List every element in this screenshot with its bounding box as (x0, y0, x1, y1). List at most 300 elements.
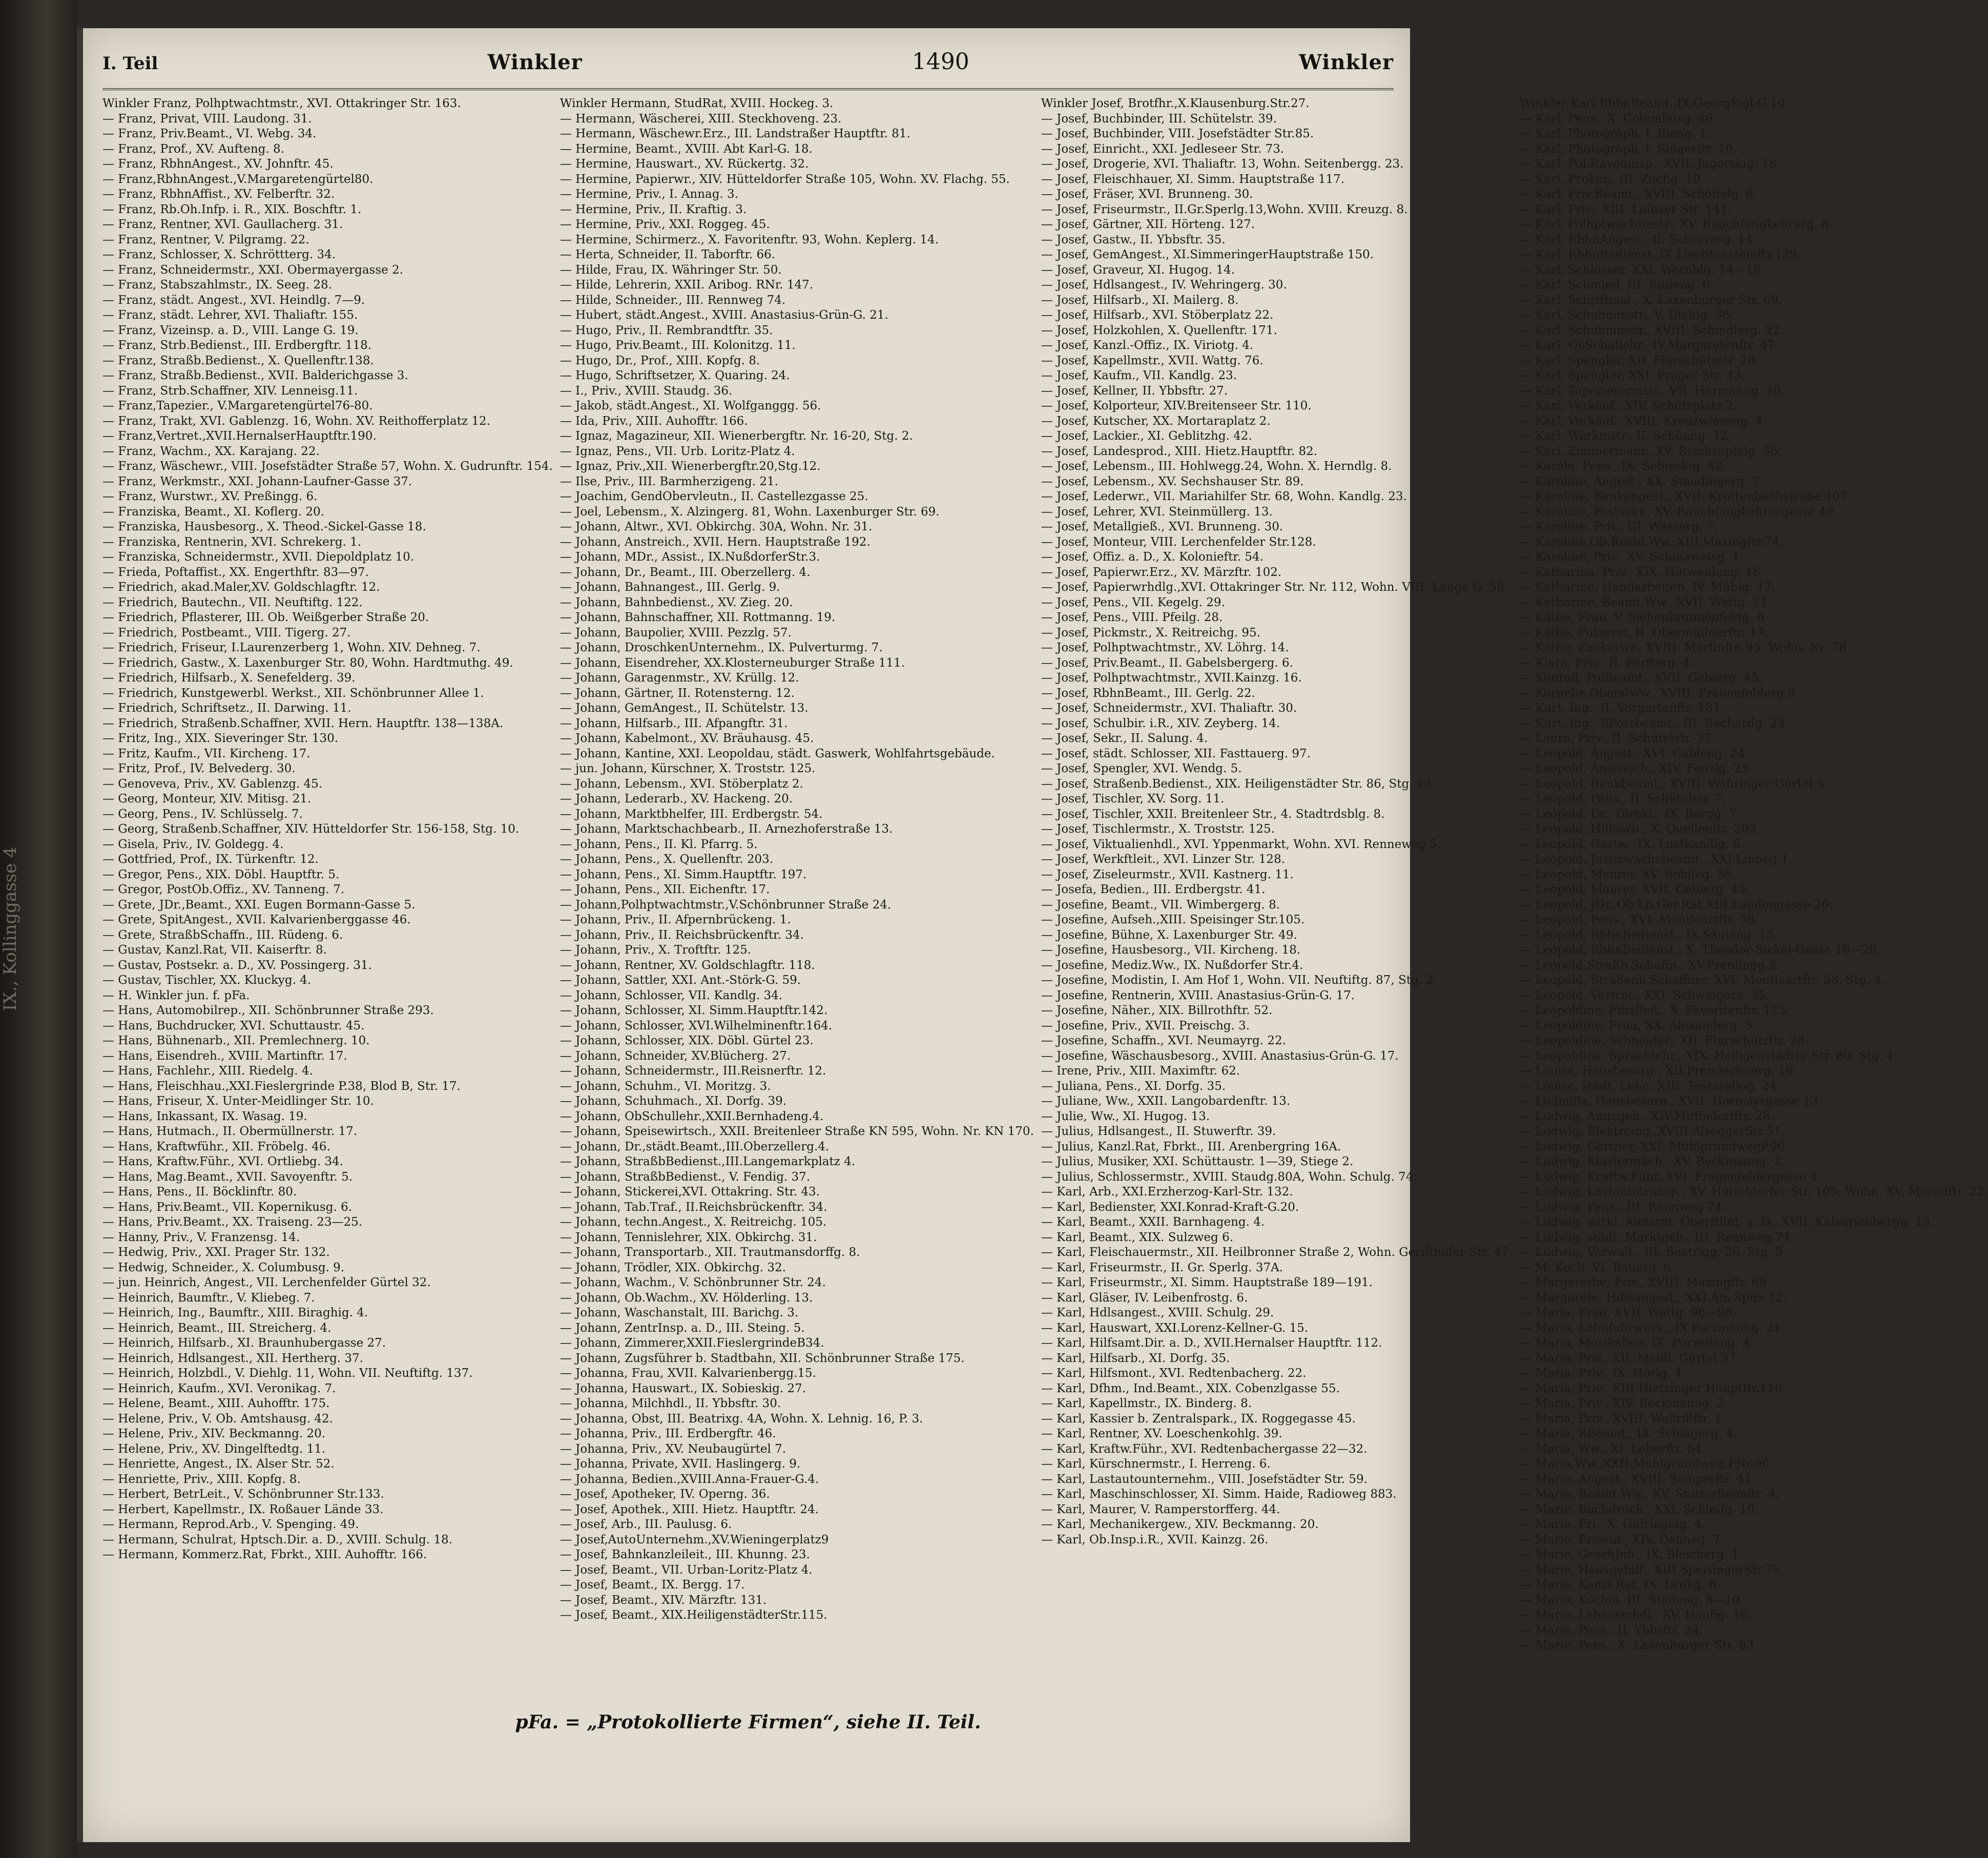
directory-entry: — Leopold, Gastw., IX. Lustkandlg. 6. (1520, 837, 1744, 851)
directory-entry: — Leopold, Justizwachebeamt., XXI.Linnég.1. (1520, 853, 1792, 866)
directory-entry: — Karl, Pol.Rayoninsp., XVII. Jagorskig. 18. (1520, 157, 1780, 171)
directory-entry: — Johann, Kabelmont., XV. Bräuhausg. 45. (560, 732, 814, 745)
directory-entry: — H. Winkler jun. f. pFa. (102, 988, 250, 1002)
directory-entry: — Karl, Hilfsarb., XI. Dorfg. 35. (1041, 1351, 1230, 1365)
directory-entry: — Henriette, Priv., XIII. Kopfg. 8. (102, 1472, 301, 1486)
directory-entry: — Herbert, Kapellmstr., IX. Roßauer Lände 33. (102, 1502, 384, 1516)
directory-entry: — Johann, Gärtner, II. Rotensterng. 12. (560, 686, 795, 700)
directory-entry: — jun. Heinrich, Angest., VII. Lerchenfelder Gürtel 32. (102, 1276, 431, 1289)
directory-entry: — Johann, MDr., Assist., IX.NußdorferStr.3. (560, 550, 820, 564)
directory-entry: — Karl, Verkäuf., XVIII. Kreuzwieseng. 4. (1520, 414, 1767, 428)
directory-entry: — Herbert, BetrLeit., V. Schönbrunner Str.133. (102, 1488, 384, 1501)
directory-entry: — Hermine, Priv., XXI. Roggeg. 45. (560, 218, 770, 231)
directory-entry: — Franz, Werkmstr., XXI. Johann-Laufner-Gasse 37. (102, 474, 412, 488)
directory-entry: — Josef, Fleischhauer, XI. Simm. Hauptstraße 117. (1041, 172, 1345, 186)
directory-entry: — Josef, Monteur, VIII. Lerchenfelder Str.128. (1041, 535, 1316, 549)
directory-entry: — Johanna, Private, XVII. Haslingerg. 9. (560, 1457, 801, 1471)
directory-entry: — Genoveva, Priv., XV. Gablenzg. 45. (102, 777, 323, 791)
directory-entry: — Johanna, Bedien.,XVIII.Anna-Frauer-G.4. (560, 1472, 819, 1486)
directory-entry: — Friedrich, Hilfsarb., X. Senefelderg. 39. (102, 671, 356, 685)
directory-entry: — Karl, Beamt., XXII. Barnhageng. 4. (1041, 1215, 1265, 1229)
directory-entry: — Ludwig, Pens., III. Rennweg 74. (1520, 1200, 1726, 1214)
directory-entry: — Karl, Schmied, III. Rüdeng. 6. (1520, 278, 1714, 292)
directory-entry: — Hedwig, Schneider., X. Columbusg. 9. (102, 1261, 345, 1274)
directory-entry: — Josef, Bahnkanzleileit., III. Khunng. 23. (560, 1548, 810, 1561)
directory-entry: — Johann, Schlosser, XI. Simm.Hauptftr.142. (560, 1004, 828, 1017)
directory-entry: — Johann, Altwr., XVI. Obkirchg. 30A, Wohn. Nr. 31. (560, 520, 873, 533)
directory-entry: — Hugo, Dr., Prof., XIII. Kopfg. 8. (560, 354, 760, 367)
directory-entry: — Karl, RbhnAngest., II. Scherzerg. 14. (1520, 233, 1757, 246)
directory-entry: — Marie, Frl., X. Gufriegelg. 4. (1520, 1518, 1706, 1531)
header-rule (102, 88, 1394, 90)
directory-entry: — Herta, Schneider, II. Taborftr. 66. (560, 248, 776, 261)
directory-entry: — Josef, Lebensm., XV. Sechshauser Str. 89. (1041, 474, 1304, 488)
directory-entry: — Johann, Schlosser, XVI.Wilhelminenftr.164. (560, 1019, 833, 1033)
directory-entry: — Josef, Priv.Beamt., II. Gabelsbergerg. 6. (1041, 656, 1293, 670)
directory-entry: — Leopold, Maurer, XV. Robileg. 56. (1520, 868, 1736, 881)
directory-entry: — Johann, Eisendreher, XX.Klosterneuburger Straße 111. (560, 656, 905, 670)
directory-entry: — Franz, Priv.Beamt., VI. Webg. 34. (102, 127, 317, 140)
directory-entry: — Johann, GemAngest., II. Schütelstr. 13. (560, 701, 809, 715)
directory-entry: — Josef, Einricht., XXI. Jedleseer Str. 73. (1041, 142, 1285, 156)
directory-entry: — Marie, Kanzl.Rat, IX. Leukg. 6. (1520, 1578, 1721, 1592)
directory-entry: — Hans, Friseur, X. Unter-Meidlinger Str. 10. (102, 1095, 374, 1108)
directory-entry: — Friedrich, akad.Maler,XV. Goldschlagftr. 12. (102, 581, 380, 594)
directory-entry: — Hilde, Schneider., III. Rennweg 74. (560, 293, 786, 307)
directory-entry: — Leopold, Hilfsarb., X. Quellenftr. 203. (1520, 822, 1760, 836)
directory-entry: — Josef, Papierwr.Erz., XV. Märzftr. 102. (1041, 565, 1282, 579)
directory-entry: — Josef, Kaufm., VII. Kandlg. 23. (1041, 369, 1237, 382)
directory-entry: — Marie, Hausgehilf., XIII.SpeisingerStr.75. (1520, 1563, 1784, 1577)
directory-entry: — Ludwig, Lastautotransp., XV. Hütteldorfer Str. 105. Wohn. XV. Meiselftr. 22. (1520, 1185, 1988, 1199)
directory-entry: — Karl, Schriftmal., X. Laxenburger Str. 69. (1520, 293, 1782, 307)
directory-entry: — Karl, Schuhmmstr., XVIII. Schindlerg. 22. (1520, 323, 1784, 337)
directory-entry: — Johann, Zimmerer,XXII.FieslergrindeB34. (560, 1336, 824, 1350)
directory-entry: — Friedrich, Kunstgewerbl. Werkst., XII. Schönbrunner Allee 1. (102, 686, 484, 700)
directory-entry: — Johann, Sattler, XXI. Ant.-Störk-G. 59. (560, 974, 801, 987)
directory-entry: — Hans, Inkassant, IX. Wasag. 19. (102, 1109, 307, 1123)
directory-entry: — Franz, Wachm., XX. Karajang. 22. (102, 444, 320, 458)
directory-entry: — Karl, Photograph, I. Ilieng. 1. (1520, 127, 1711, 140)
directory-entry: — Johann, StraßbBedienst.,III.Langemarkplatz 4. (560, 1155, 856, 1168)
directory-entry: — Marie, Beamt.Ww., XV. Stutterheimftr. 4. (1520, 1488, 1779, 1501)
directory-entry: — Fritz, Prof., IV. Belvederg. 30. (102, 762, 296, 775)
directory-entry: — Josef, Graveur, XI. Hugog. 14. (1041, 263, 1235, 277)
directory-entry: — Ignaz, Priv.,XII. Wienerbergftr.20,Stg.12. (560, 460, 821, 473)
directory-entry: — Juliana, Pens., XI. Dorfg. 35. (1041, 1079, 1226, 1093)
directory-entry: — Franz, Rentner, V. Pilgramg. 22. (102, 233, 309, 246)
directory-entry: — Johanna, Frau, XVII. Kalvarienbergg.15. (560, 1367, 816, 1380)
surname-left: Winkler (487, 50, 583, 74)
directory-entry: — Ludmilla, Hausbesorg., XVII. Hormayrgasse 13. (1520, 1095, 1822, 1108)
directory-entry: — Johann, Kantine, XXI. Leopoldau, städt. Gaswerk, Wohlfahrtsgebäude. (560, 747, 995, 760)
directory-entry: — Julie, Ww., XI. Hugog. 13. (1041, 1109, 1210, 1123)
directory-entry: Winkler Karl,RbhnBeamt.,IX.GeorgSigl-G.10 (1520, 97, 1786, 110)
directory-entry: — Hermann, Wäscherei, XIII. Steckhoveng. 23. (560, 112, 842, 126)
directory-entry: — Maria, RBeamt., IX. Schlagerg. 4. (1520, 1427, 1737, 1440)
directory-entry: — Marie, Pens., II. Ybbsftr. 24. (1520, 1623, 1703, 1637)
directory-entry: — Johann, Rentner, XV. Goldschlagftr. 118. (560, 958, 815, 972)
directory-entry: — Josef, Lebensm., III. Hohlwegg.24, Wohn. X. Herndlg. 8. (1041, 460, 1392, 473)
directory-entry: — Franz, Stabszahlmstr., IX. Seeg. 28. (102, 278, 333, 292)
directory-entry: — Karl, Arb., XXI.Erzherzog-Karl-Str. 132. (1041, 1185, 1293, 1199)
directory-entry: — Karl, Hilfsamt.Dir. a. D., XVII.Hernalser Hauptftr. 112. (1041, 1336, 1382, 1350)
directory-entry: — Johann, Lebensm., XVI. Stöberplatz 2. (560, 777, 803, 791)
directory-entry: — Karl, Kapellmstr., IX. Binderg. 8. (1041, 1397, 1252, 1410)
directory-entry: — Ignaz, Magazineur, XII. Wienerbergftr. Nr. 16-20, Stg. 2. (560, 429, 913, 443)
directory-entry: — Josefine, Mediz.Ww., IX. Nußdorfer Str.4. (1041, 958, 1303, 972)
directory-entry: — Johann, Stickerei,XVI. Ottakring. Str. 43. (560, 1185, 820, 1199)
directory-entry: — Leopold, Vertret., XXI. Schwaigera. 35. (1520, 988, 1770, 1002)
directory-entry: — Josef, Apotheker, IV. Operng. 36. (560, 1488, 770, 1501)
directory-entry: — Josef, Kutscher, XX. Mortaraplatz 2. (1041, 414, 1271, 428)
directory-entry: — Joachim, GendObervleutn., II. Castellezgasse 25. (560, 490, 868, 503)
directory-entry: — Ida, Priv., XIII. Auhofftr. 166. (560, 414, 748, 428)
directory-entry: — Karoline, Priv., III. Wasserg. 7. (1520, 520, 1718, 533)
directory-entry: — Franz, Trakt, XVI. Gablenzg. 16, Wohn. XV. Reithofferplatz 12. (102, 414, 490, 428)
directory-entry: — Josef, Kanzl.-Offiz., IX. Viriotg. 4. (1041, 339, 1254, 352)
directory-entry: — Ignaz, Pens., VII. Urb. Loritz-Platz 4. (560, 444, 795, 458)
directory-entry: — Marie, Friseur., XIV. Dehneg. 7. (1520, 1533, 1724, 1546)
directory-entry: — Hermann, Wäschewr.Erz., III. Landstraßer Hauptftr. 81. (560, 127, 910, 140)
directory-entry: — Karl, Gläser, IV. Leibenfrostg. 6. (1041, 1291, 1248, 1305)
directory-entry: — Josefine, Näher., XIX. Billrothftr. 52. (1041, 1004, 1273, 1017)
directory-entry: — Maria, Musikalien, IX. Porzellang. 4. (1520, 1336, 1754, 1350)
directory-entry: — Käthe, Frau, V. Siebenbrunnenfeldg. 6. (1520, 611, 1768, 624)
directory-entry: — Klara, Priv., II. Förfterg. 4. (1520, 656, 1694, 670)
directory-entry: — Josef, Hdlsangest., IV. Wehringerg. 30. (1041, 278, 1287, 292)
directory-entry: — Josef, Schneidermstr., XVI. Thaliaftr. 30. (1041, 701, 1297, 715)
directory-entry: — Hans, Hutmach., II. Obermüllnerstr. 17. (102, 1125, 358, 1138)
directory-entry: — Johanna, Priv., XV. Neubaugürtel 7. (560, 1442, 786, 1456)
directory-entry: — Leopold, Bankbeamt., XVIII. Währinger Gürtel 5. (1520, 777, 1828, 791)
directory-entry: — Maria, Ww., XI. Leberftr. 64. (1520, 1442, 1706, 1456)
directory-entry: — Katharine, Handarbeiten, IV. Mühlg. 17. (1520, 581, 1776, 594)
directory-entry: — Josef, Lehrer, XVI. Steinmüllerg. 13. (1041, 505, 1273, 519)
directory-entry: — Josef, Beamt., VII. Urban-Loritz-Platz 4. (560, 1563, 813, 1577)
directory-entry: — Fritz, Ing., XIX. Sieveringer Str. 130. (102, 732, 339, 745)
directory-entry: — Johann, DroschkenUnternehm., IX. Pulverturmg. 7. (560, 641, 883, 654)
directory-entry: — Hugo, Priv., II. Rembrandtftr. 35. (560, 323, 773, 337)
directory-entry: — Josefine, Bühne, X. Laxenburger Str. 49. (1041, 928, 1297, 942)
directory-entry: — Johann, Tab.Traf., II.Reichsbrückenftr. 34. (560, 1200, 827, 1214)
directory-entry: — Josef, Tischler, XXII. Breitenleer Str., 4. Stadtrdsblg. 8. (1041, 807, 1385, 821)
directory-entry: — Karl, Hilfsmont., XVI. Redtenbacherg. 22. (1041, 1367, 1307, 1380)
directory-entry: — Josef, Werkftleit., XVI. Linzer Str. 128. (1041, 853, 1286, 866)
spine-text: IX., Kollinggasse 4 (0, 847, 20, 1011)
directory-entry: — Karoline, Angest., XX. Staudingerg. 7. (1520, 474, 1764, 488)
directory-entry: — Kurt, Ing., II. Vorgartenftr. 181. (1520, 701, 1724, 715)
directory-entry: — Karl, Zimmermann, XV. Reichsapfelg. 36. (1520, 444, 1782, 458)
directory-entry: — Helene, Priv., V. Ob. Amtshausg. 42. (102, 1412, 333, 1426)
directory-entry: — Karl, Ob.Insp.i.R., XVII. Kainzg. 26. (1041, 1533, 1269, 1546)
directory-entry: — Franz,RbhnAngest.,V.Margaretengürtel80. (102, 172, 374, 186)
directory-entry: — Friedrich, Schriftsetz., II. Darwing. 11. (102, 701, 351, 715)
directory-entry: — Josef, Lackier., XI. Geblitzhg. 42. (1041, 429, 1252, 443)
directory-entry: — Karl, Mechanikergew., XIV. Beckmanng. 20. (1041, 1518, 1319, 1531)
directory-entry: — Heinrich, Kaufm., XVI. Veronikag. 7. (102, 1381, 336, 1395)
directory-entry: — Julius, Schlossermstr., XVIII. Staudg.80A, Wohn. Schulg. 74. (1041, 1170, 1417, 1184)
directory-entry: — Johann, techn.Angest., X. Reitreichg. 105. (560, 1215, 827, 1229)
directory-entry: — M. Koch, VI. Bauerg. 6. (1520, 1261, 1675, 1274)
directory-entry: — Konrad, PolBeamt., XVII. Gebierg. 45. (1520, 671, 1763, 685)
directory-entry: — Josef, Gastw., II. Ybbsftr. 35. (1041, 233, 1226, 246)
directory-entry: — Juliane, Ww., XXII. Langobardenftr. 13. (1041, 1095, 1291, 1108)
directory-entry: — Georg, Monteur, XIV. Mitisg. 21. (102, 792, 312, 806)
directory-entry: — Johanna, Milchhdl., II. Ybbsftr. 30. (560, 1397, 781, 1410)
directory-entry: — Leopold, Maurer, XVII. Gebierg. 45. (1520, 883, 1750, 896)
directory-entry: — Karl, Dfhm., Ind.Beamt., XIX. Cobenzlgasse 55. (1041, 1381, 1340, 1395)
directory-entry: — Leopold, RbhnBedienst., X. Theodor-Sickel-Gasse 16—20. (1520, 943, 1881, 957)
directory-entry: — Louise, Hausbesorg., XII.Premlechnerg. 16. (1520, 1064, 1797, 1078)
directory-entry: — Josefine, Rentnerin, XVIII. Anastasius-Grün-G. 17. (1041, 988, 1355, 1002)
directory-entry: — Hans, Fachlehr., XIII. Riedelg. 4. (102, 1064, 313, 1078)
directory-entry: — Karl, Priv., XIII. Lainzer Str. 141. (1520, 202, 1732, 216)
directory-entry: — Friedrich, Straßenb.Schaffner, XVII. Hern. Hauptftr. 138—138A. (102, 716, 504, 730)
directory-entry: — Ludwig, wirkl. Amtsrat, Oberftlint. a. D., XVII. Kalvarienbergg. 15. (1520, 1215, 1934, 1229)
directory-entry: — Josef,AutoUnternehm.,XV.Wieningerplatz9 (560, 1533, 829, 1546)
directory-entry: — Johann, Priv., X. Troftftr. 125. (560, 943, 752, 957)
directory-entry: — Franz, RbhnAffist., XV. Felberftr. 32. (102, 188, 335, 201)
directory-entry: — Karola, Pens., IX. Sobieskig. 42. (1520, 460, 1726, 473)
directory-entry: — Josef, RbhnBeamt., III. Gerlg. 22. (1041, 686, 1255, 700)
directory-entry: — Josef, Schulbir. i.R., XIV. Zeyberg. 14. (1041, 716, 1280, 730)
directory-entry: — Hugo, Schriftsetzer, X. Quaring. 24. (560, 369, 790, 382)
directory-entry: — Franz,Tapezier., V.Margaretengürtel76-80. (102, 399, 373, 412)
directory-entry: — Josefine, Aufseh.,XIII. Speisinger Str.105. (1041, 913, 1305, 926)
directory-entry: — Maria, Priv., XII. Meidl. Gürtel 37. (1520, 1351, 1740, 1365)
directory-entry: — Franz, Wäschewr., VIII. Josefstädter Straße 57, Wohn. X. Gudrunftr. 154. (102, 460, 553, 473)
directory-entry: — Josef, Straßenb.Bedienst., XIX. Heiligenstädter Str. 86, Stg. 13. (1041, 777, 1436, 791)
footer-note: pFa. = „Protokollierte Firmen“, siehe II. Teil. (515, 1711, 981, 1733)
directory-entry: — Josef, Buchbinder, III. Schütelstr. 39. (1041, 112, 1277, 126)
directory-entry: — Maria,Ww.,XXII.Mühlgrundweg,PNr.90. (1520, 1457, 1773, 1471)
directory-entry: — Ludwig, Gärtner, XXI. MühlgrundwegP.90. (1520, 1140, 1789, 1153)
directory-entry: — Karl, Priv.Beamt., XVIII. Schöffelg. 6. (1520, 188, 1757, 201)
directory-entry: — Karl, Schlosser, XXI. Wernblg. 14—18. (1520, 263, 1765, 277)
directory-entry: — Josefine, Schaffn., XVI. Neumayrg. 22. (1041, 1034, 1286, 1047)
directory-entry: — Josef, Sekr., II. Salung. 4. (1041, 732, 1208, 745)
directory-entry: — Josef, Tischlermstr., X. Troststr. 125. (1041, 822, 1275, 836)
directory-entry: — Ludwig, Amtsgeh., XIV.Miffindorfftr. 28. (1520, 1109, 1774, 1123)
directory-entry: — Johann, Ob.Wachm., XV. Hölderling. 13. (560, 1291, 813, 1305)
column-2 (560, 96, 1034, 1710)
directory-entry: — Gustav, Kanzl.Rat, VII. Kaiserftr. 8. (102, 943, 327, 957)
directory-entry: — Karl, Kraftw.Führ., XVI. Redtenbachergasse 22—32. (1041, 1442, 1368, 1456)
directory-entry: — Grete, SpitAngest., XVII. Kalvarienberggasse 46. (102, 913, 411, 926)
directory-entry: — Franz, Rentner, XVI. Gaullacherg. 31. (102, 218, 343, 231)
directory-entry: — Kurt, Ing., RPostbeamt., III. Bechardg. 23. (1520, 716, 1789, 730)
directory-entry: — Johann, Lederarb., XV. Hackeng. 20. (560, 792, 793, 806)
directory-entry: — Karoline,Ob.Revid.Ww.,XIII.Maxingftr.74. (1520, 535, 1784, 549)
directory-entry: — Josef, Pens., VIII. Pfeilg. 28. (1041, 611, 1223, 624)
directory-entry: — Franziska, Beamt., XI. Koflerg. 20. (102, 505, 324, 519)
directory-entry: — Leopold,Straßb.Schaffn., XV.Prenlingg.2. (1520, 958, 1780, 972)
directory-entry: — Leopold, Dr., Direkt., IX. Bergg. 7. (1520, 807, 1741, 821)
column-3 (1041, 96, 1513, 1710)
directory-entry: — Leopoldine, Schneider., XII. Flurschützftr. 28. (1520, 1034, 1809, 1047)
directory-entry: — Johann, Schuhmach., XI. Dorfg. 39. (560, 1095, 787, 1108)
directory-entry: — Josef, Spengler, XVI. Wendg. 5. (1041, 762, 1242, 775)
directory-entry: — Josefa, Bedien., III. Erdbergstr. 41. (1041, 883, 1266, 896)
directory-entry: — Josef, Apothek., XIII. Hietz. Hauptftr. 24. (560, 1502, 819, 1516)
directory-entry: — Johann, Pens., X. Quellenftr. 203. (560, 853, 774, 866)
directory-entry: — Leopold, Angest., XVI. Gableng. 24. (1520, 747, 1749, 760)
directory-entry: — Franz, Strb.Bedienst., III. Erdbergftr. 118. (102, 339, 372, 352)
directory-entry: — Heinrich, Hdlsangest., XII. Hertherg. 37. (102, 1351, 364, 1365)
directory-entry: — Josef, Buchbinder, VIII. Josefstädter Str.85. (1041, 127, 1314, 140)
directory-entry: — Josef, Hilfsarb., XI. Mailerg. 8. (1041, 293, 1239, 307)
directory-entry: — Johann, Zugsführer b. Stadtbahn, XII. Schönbrunner Straße 175. (560, 1351, 965, 1365)
directory-entry: — Franz, RbhnAngest., XV. Johnftr. 45. (102, 157, 334, 171)
directory-entry: — Ludwig, Elektroing.,XVIII.AlseggerStr.51. (1520, 1125, 1785, 1138)
directory-entry: — Hans, Bühnenarb., XII. Premlechnerg. 10. (102, 1034, 370, 1047)
book-spine (0, 0, 77, 1858)
directory-entry: — I., Priv., XVIII. Staudg. 36. (560, 384, 733, 398)
directory-entry: — Karl, Spengler, XXI. Prager Str. 43. (1520, 369, 1745, 382)
directory-entry: — Johann, Hilfsarb., III. Afpangftr. 31. (560, 716, 788, 730)
directory-entry: — Hermine, Schirmerz., X. Favoritenftr. 93, Wohn. Keplerg. 14. (560, 233, 939, 246)
part-label: I. Teil (102, 53, 158, 74)
directory-entry: — Josef, städt. Schlosser, XII. Fasttauerg. 97. (1041, 747, 1311, 760)
directory-entry: — Heinrich, Baumftr., V. Kliebeg. 7. (102, 1291, 315, 1305)
directory-entry: — Leopold, Anstreich., XIV. Fenzlg. 25. (1520, 762, 1752, 775)
directory-entry: — Johann, Anstreich., XVII. Hern. Hauptstraße 192. (560, 535, 871, 549)
directory-entry: — Hanny, Priv., V. Franzensg. 14. (102, 1230, 300, 1244)
directory-entry: — Grete, StraßbSchaffn., III. Rüdeng. 6. (102, 928, 343, 942)
directory-entry: — Josef, Hilfsarb., XVI. Stöberplatz 22. (1041, 308, 1274, 322)
directory-entry: — Hans, Fleischhau.,XXI.Fieslergrinde P.38, Blod B, Str. 17. (102, 1079, 461, 1093)
directory-entry: — Maria, Priv., XIII.Hietzinger Hauptftr.110. (1520, 1381, 1786, 1395)
directory-entry: — Margarete, Hdlsangest., XXI.Am Spitz 12. (1520, 1291, 1787, 1305)
directory-entry: — Franz, Straßb.Bedienst., X. Quellenftr.138. (102, 354, 374, 367)
directory-entry: Winkler Hermann, StudRat, XVIII. Hockeg. 3. (560, 97, 834, 110)
directory-entry: — Irene, Priv., XIII. Maximftr. 62. (1041, 1064, 1240, 1078)
directory-entry: — Johann, Priv., II. Afpernbrückeng. 1. (560, 913, 791, 926)
directory-entry: — Franz,Vertret.,XVII.HernalserHauptftr.190. (102, 429, 377, 443)
directory-entry: — Franz, Schlosser, X. Schröttterg. 34. (102, 248, 336, 261)
directory-entry: — Franziska, Rentnerin, XVI. Schrekerg. 1. (102, 535, 362, 549)
directory-entry: — jun. Johann, Kürschner, X. Troststr. 125. (560, 762, 816, 775)
directory-entry: — Friedrich, Gastw., X. Laxenburger Str. 80, Wohn. Hardtmuthg. 49. (102, 656, 513, 670)
directory-entry: — Leopold, RbhnBedienst., IX.Säuleng. 15. (1520, 928, 1777, 942)
directory-entry: — Josef, Gärtner, XII. Hörteng. 127. (1041, 218, 1255, 231)
directory-entry: — Johann, ObSchullehr.,XXII.Bernhadeng.4. (560, 1109, 824, 1123)
column-4 (1520, 96, 1987, 1710)
directory-entry: — Josefine, Beamt., VII. Wimbergerg. 8. (1041, 898, 1280, 912)
directory-entry: — Karl, Friseurmstr., XI. Simm. Hauptstraße 189—191. (1041, 1276, 1373, 1289)
directory-entry: — Franz, Strb.Schaffner, XIV. Lenneisg.11. (102, 384, 358, 398)
directory-entry: — Johanna, Priv., III. Erdbergftr. 46. (560, 1427, 776, 1440)
directory-entry: — Johanna, Hauswart., IX. Sobieskig. 27. (560, 1381, 806, 1395)
directory-entry: — Johann, Schuhm., VI. Moritzg. 3. (560, 1079, 771, 1093)
directory-entry: — Ludwig, Kraftw.Führ.,XVI. Frauenfeldergasse 4. (1520, 1170, 1821, 1184)
directory-entry: — Ludwig, Verwalt., III. Beatrigg. 26, Stg. 5. (1520, 1246, 1787, 1259)
directory-entry: — Friedrich, Bautechn., VII. Neuftiftg. 122. (102, 595, 363, 609)
surname-right: Winkler (1299, 50, 1394, 74)
directory-entry: — Franziska, Schneidermstr., XVII. Diepoldplatz 10. (102, 550, 415, 564)
directory-entry: — Karl, RbhnBedienst.,IX.Liechtensteinftr.129. (1520, 248, 1801, 261)
directory-entry: — Karl, Spengler, XII. Flurschützstr. 28. (1520, 354, 1759, 367)
directory-entry: — Karl, Kassier b. Zentralspark., IX. Roggegasse 45. (1041, 1412, 1356, 1426)
directory-entry: — Käthe, Putzerei, II. Obermüllnerftr. 17. (1520, 626, 1768, 639)
directory-entry: — Josef, Ziseleurmstr., XVII. Kastnerg. 11. (1041, 868, 1294, 881)
directory-entry: — Karl, Werkmstr., II. Schönng. 12. (1520, 429, 1732, 443)
directory-entry: Winkler Josef, Brotfhr.,X.Klausenburg.Str.27. (1041, 97, 1310, 110)
directory-entry: — Franziska, Hausbesorg., X. Theod.-Sickel-Gasse 18. (102, 520, 426, 533)
directory-entry: — Josef, Kolporteur, XIV.Breitenseer Str. 110. (1041, 399, 1312, 412)
directory-entry: — Hermine, Beamt., XVIII. Abt Karl-G. 18. (560, 142, 813, 156)
directory-entry: — Josef, GemAngest., XI.SimmeringerHauptstraße 150. (1041, 248, 1374, 261)
directory-entry: — Karl, Polhptwachtmstr., XV. Rauchfangkehrerg. 8. (1520, 218, 1833, 231)
directory-entry: — Karl, Bedienster, XXI.Konrad-Kraft-G.20. (1041, 1200, 1299, 1214)
directory-entry: — Heinrich, Ing., Baumftr., XIII. Biraghig. 4. (102, 1306, 368, 1319)
directory-entry: — Maria, Frau, XVII. Wattg. 96—98. (1520, 1306, 1736, 1319)
directory-entry: — Karoline, Priv., XV. Schinaweisg. 1. (1520, 550, 1744, 564)
directory-entry: — Franz, städt. Lehrer, XVI. Thaliaftr. 155. (102, 308, 358, 322)
directory-entry: — Franz, Schneidermstr., XXI. Obermayergasse 2. (102, 263, 404, 277)
directory-entry: — Karl, Friseurmstr., II. Gr. Sperlg. 37A. (1041, 1261, 1283, 1274)
directory-entry: — Leopold, Pens., II. Schütelstr. 7. (1520, 792, 1726, 806)
directory-entry: — Karl, Photograph, I. Singerftr. 10. (1520, 142, 1737, 156)
directory-entry: — Henriette, Angest., IX. Alser Str. 52. (102, 1457, 335, 1471)
directory-entry: — Maria, Lohnfuhrwerk., IX.Porzmanng. 21. (1520, 1321, 1785, 1335)
directory-entry: — Johann,Polhptwachtmstr.,V.Schönbrunner Straße 24. (560, 898, 892, 912)
directory-entry: — Helene, Beamt., XIII. Auhofftr. 175. (102, 1397, 330, 1410)
directory-entry: — Franz, Prof., XV. Aufteng. 8. (102, 142, 284, 156)
directory-entry: — Johann, Dr.,städt.Beamt.,III.Oberzellerg.4. (560, 1140, 830, 1153)
directory-entry: — Johann, Bahnangest., III. Gerlg. 9. (560, 581, 780, 594)
directory-entry: — Hermine, Hauswart., XV. Rückertg. 32. (560, 157, 809, 171)
directory-entry: — Johann, Pens., XII. Eichenftr. 17. (560, 883, 770, 896)
directory-entry: — Maria, Priv., XIV. Beckmanng. 2. (1520, 1397, 1728, 1410)
directory-entry: — Helene, Priv., XIV. Beckmanng. 20. (102, 1427, 326, 1440)
directory-entry: — Johann, Baupolier, XVIII. Pezzlg. 57. (560, 626, 792, 639)
directory-entry: — Karl, Maurer, V. Ramperstorfferg. 44. (1041, 1502, 1280, 1516)
directory-entry: — Karoline, Postsekr., XV. Rauchfangkehrergasse 40. (1520, 505, 1838, 519)
directory-entry: — Johann, Schneidermstr., III.Reisnerftr. 12. (560, 1064, 826, 1078)
directory-entry: — Johann, Marktschachbearb., II. Arnezhoferstraße 13. (560, 822, 893, 836)
directory-entry: — Karl, Lastautounternehm., VIII. Josefstädter Str. 59. (1041, 1472, 1368, 1486)
directory-entry: — Friedrich, Postbeamt., VIII. Tigerg. 27. (102, 626, 351, 639)
directory-entry: — Karl, Rentner, XV. Loeschenkohlg. 39. (1041, 1427, 1282, 1440)
directory-entry: — Josefine, Hausbesorg., VII. Kircheng. 18. (1041, 943, 1301, 957)
directory-entry: — Josef, Viktualienhdl., XVI. Yppenmarkt, Wohn. XVI. Renneweg 5. (1041, 837, 1441, 851)
directory-entry: — Franz, städt. Angest., XVI. Heindlg. 7—9. (102, 293, 365, 307)
directory-entry: — Heinrich, Hilfsarb., XI. Braunhubergasse 27. (102, 1336, 386, 1350)
directory-entry: — Marie, Pens., X. Laxenburger Str. 83. (1520, 1639, 1758, 1652)
directory-entry: — Kornelie,Oberstww., XVIII. Frauenfelderg.9. (1520, 686, 1799, 700)
directory-entry: — Johann, Priv., II. Reichsbrückenftr. 34. (560, 928, 804, 942)
directory-entry: — Helene, Priv., XV. Dingelftedtg. 11. (102, 1442, 326, 1456)
directory-entry: — Hans, Eisendreh., XVIII. Martinftr. 17. (102, 1049, 347, 1063)
directory-entry: — Marie, Köchin, III. Stammg. 8—10. (1520, 1593, 1744, 1607)
directory-entry: — Hans, Priv.Beamt., XX. Traiseng. 23—25. (102, 1215, 363, 1229)
directory-entry: — Karl, Verkäuf., XIV. Schützplatz 2. (1520, 399, 1737, 412)
directory-entry: — Karoline, Bankangest., XVII. Krottenbachstraße 107. (1520, 490, 1852, 503)
directory-entry: — Franz, Straßb.Bedienst., XVII. Balderichgasse 3. (102, 369, 408, 382)
directory-entry: — Hilde, Lehrerin, XXII. Aribog. RNr. 147. (560, 278, 814, 292)
directory-entry: — Josef, Fräser, XVI. Brunneng. 30. (1041, 188, 1253, 201)
directory-entry: — Johann, StraßbBedienst., V. Fendig. 37. (560, 1170, 811, 1184)
directory-entry: — Johann, Marktbhelfer, III. Erdbergstr. 54. (560, 807, 823, 821)
directory-entry: — Leopold, Pens., XVI. Montleartftr. 58. (1520, 913, 1758, 926)
directory-entry: — Josef, Offiz. a. D., X. Kolonieftr. 54. (1041, 550, 1264, 564)
directory-entry: — Josef, Lederwr., VII. Mariahilfer Str. 68, Wohn. Kandlg. 23. (1041, 490, 1407, 503)
directory-entry: — Grete, JDr.,Beamt., XXI. Eugen Bormann-Gasse 5. (102, 898, 416, 912)
directory-entry: — Johann, Trödler, XIX. Obkirchg. 32. (560, 1261, 786, 1274)
directory-entry: — Katharine, Beamt.Ww., XVII. Wattg. 71. (1520, 595, 1772, 609)
